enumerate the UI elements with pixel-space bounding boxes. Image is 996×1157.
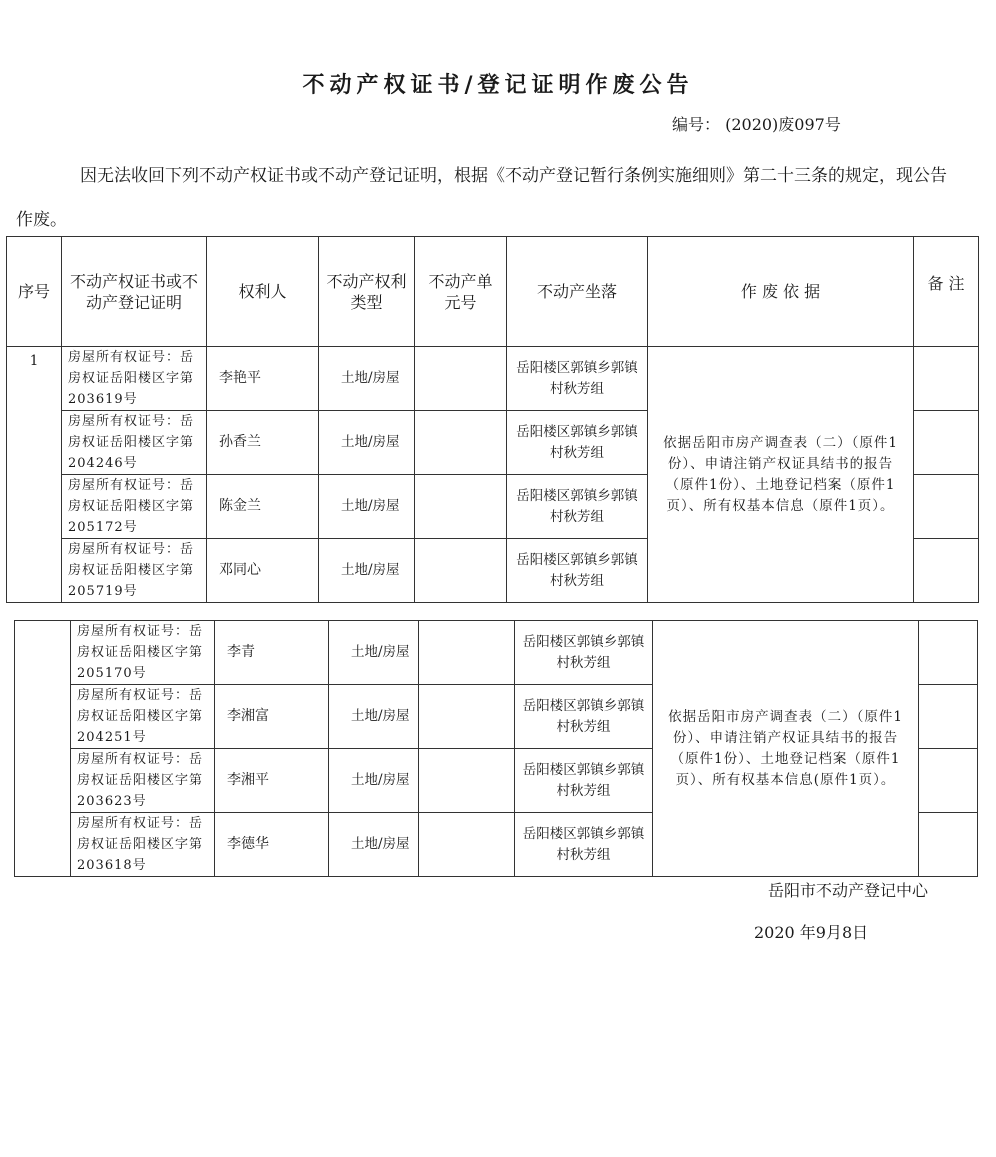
document-number: 编号： (2020)废097号 [672, 115, 841, 134]
owner-cell: 李艳平 [207, 347, 319, 411]
header-cert: 不动产权证书或不动产登记证明 [62, 237, 207, 347]
unit-no-cell [419, 813, 515, 877]
right-type-cell: 土地/房屋 [319, 347, 415, 411]
owner-cell: 邓同心 [207, 539, 319, 603]
cert-cell: 房屋所有权证号：岳房权证岳阳楼区字第205170号 [71, 621, 215, 685]
notice-title: 不动产权证书/登记证明作废公告 [302, 72, 694, 98]
cert-cell: 房屋所有权证号：岳房权证岳阳楼区字第205172号 [62, 475, 207, 539]
header-unit-no: 不动产单元号 [415, 237, 507, 347]
void-table-2 [14, 620, 978, 877]
basis-cell: 依据岳阳市房产调查表（二）（原件1份）、申请注销产权证具结书的报告（原件1份）、土地登记档案（原件1页）、所有权基本信息（原件1页）。 [648, 347, 914, 603]
cert-cell: 房屋所有权证号：岳房权证岳阳楼区字第205719号 [62, 539, 207, 603]
location-cell: 岳阳楼区郭镇乡郭镇村秋芳组 [515, 621, 653, 685]
notice-paragraph: 因无法收回下列不动产权证书或不动产登记证明，根据《不动产登记暂行条例实施细则》第二十三条的规定，现公告作废。 [16, 166, 947, 230]
cert-cell: 房屋所有权证号：岳房权证岳阳楼区字第204246号 [62, 411, 207, 475]
header-remark: 备 注 [914, 237, 979, 347]
unit-no-cell [415, 411, 507, 475]
seq-cell [15, 621, 71, 877]
location-cell: 岳阳楼区郭镇乡郭镇村秋芳组 [515, 813, 653, 877]
issuing-authority: 岳阳市不动产登记中心 [768, 881, 929, 900]
basis-cell: 依据岳阳市房产调查表（二）（原件1份）、申请注销产权证具结书的报告（原件1份）、土地登记档案（原件1页）、所有权基本信息(原件1页）。 [653, 621, 919, 877]
remark-cell [914, 411, 979, 475]
header-seq: 序号 [7, 237, 62, 347]
remark-cell [914, 347, 979, 411]
remark-cell [919, 749, 978, 813]
owner-cell: 李德华 [215, 813, 329, 877]
unit-no-cell [419, 621, 515, 685]
remark-cell [914, 539, 979, 603]
cert-cell: 房屋所有权证号：岳房权证岳阳楼区字第203623号 [71, 749, 215, 813]
right-type-cell: 土地/房屋 [319, 539, 415, 603]
table-row [15, 621, 978, 685]
right-type-cell: 土地/房屋 [329, 621, 419, 685]
location-cell: 岳阳楼区郭镇乡郭镇村秋芳组 [515, 749, 653, 813]
unit-no-cell [415, 475, 507, 539]
owner-cell: 李湘富 [215, 685, 329, 749]
header-row [7, 237, 979, 347]
location-cell: 岳阳楼区郭镇乡郭镇村秋芳组 [507, 347, 648, 411]
location-cell: 岳阳楼区郭镇乡郭镇村秋芳组 [507, 411, 648, 475]
owner-cell: 陈金兰 [207, 475, 319, 539]
issue-date: 2020 年9月8日 [754, 923, 869, 942]
table-row [7, 347, 979, 411]
remark-cell [914, 475, 979, 539]
remark-cell [919, 813, 978, 877]
right-type-cell: 土地/房屋 [319, 475, 415, 539]
location-cell: 岳阳楼区郭镇乡郭镇村秋芳组 [507, 539, 648, 603]
header-right-type: 不动产权利类型 [319, 237, 415, 347]
cert-cell: 房屋所有权证号：岳房权证岳阳楼区字第203619号 [62, 347, 207, 411]
right-type-cell: 土地/房屋 [319, 411, 415, 475]
unit-no-cell [419, 685, 515, 749]
owner-cell: 李湘平 [215, 749, 329, 813]
header-basis: 作 废 依 据 [648, 237, 914, 347]
owner-cell: 孙香兰 [207, 411, 319, 475]
location-cell: 岳阳楼区郭镇乡郭镇村秋芳组 [515, 685, 653, 749]
right-type-cell: 土地/房屋 [329, 685, 419, 749]
unit-no-cell [415, 347, 507, 411]
unit-no-cell [415, 539, 507, 603]
header-owner: 权利人 [207, 237, 319, 347]
unit-no-cell [419, 749, 515, 813]
right-type-cell: 土地/房屋 [329, 813, 419, 877]
cert-cell: 房屋所有权证号：岳房权证岳阳楼区字第204251号 [71, 685, 215, 749]
remark-cell [919, 621, 978, 685]
void-table-1 [6, 236, 979, 603]
right-type-cell: 土地/房屋 [329, 749, 419, 813]
location-cell: 岳阳楼区郭镇乡郭镇村秋芳组 [507, 475, 648, 539]
remark-cell [919, 685, 978, 749]
header-location: 不动产坐落 [507, 237, 648, 347]
owner-cell: 李青 [215, 621, 329, 685]
seq-cell: 1 [7, 347, 62, 603]
cert-cell: 房屋所有权证号：岳房权证岳阳楼区字第203618号 [71, 813, 215, 877]
